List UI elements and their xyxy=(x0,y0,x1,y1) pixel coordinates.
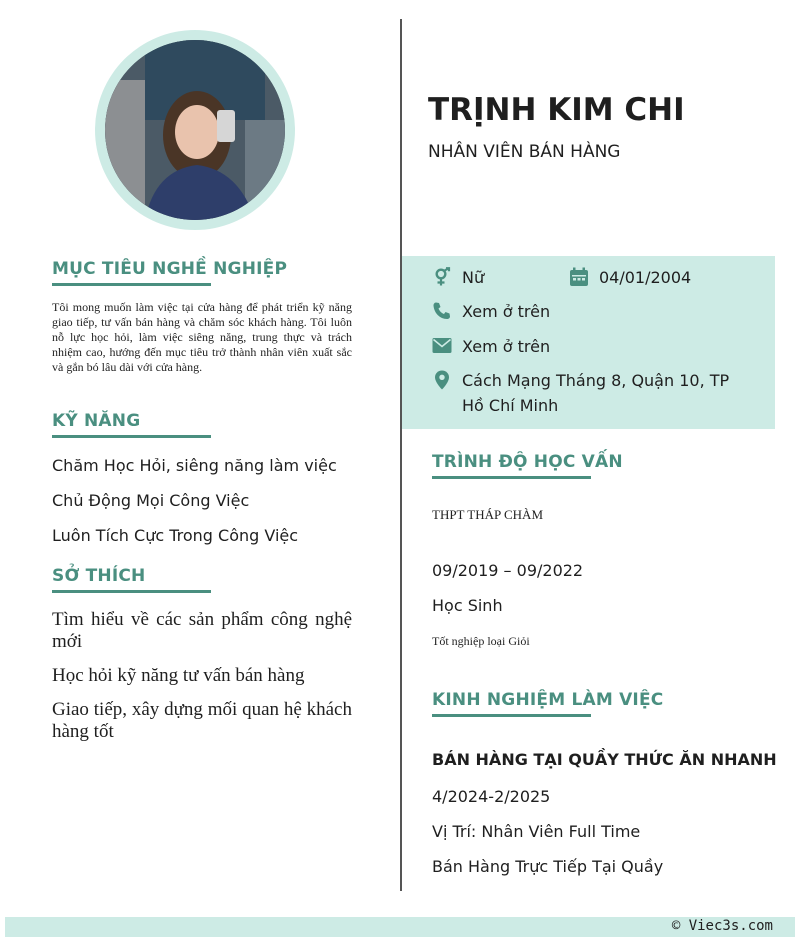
education-period: 09/2019 – 09/2022 xyxy=(432,561,584,580)
education-role: Học Sinh xyxy=(432,596,503,615)
experience-duty: Bán Hàng Trực Tiếp Tại Quầy xyxy=(432,857,664,876)
education-title: TRÌNH ĐỘ HỌC VẤN xyxy=(432,452,623,472)
hobby-item: Tìm hiểu về các sản phẩm công nghệ mới xyxy=(52,609,352,652)
hobbies-list xyxy=(52,609,352,755)
experience-rule xyxy=(432,714,591,717)
hobbies-title: SỞ THÍCH xyxy=(52,566,146,586)
contact-gender xyxy=(432,265,484,290)
hobby-item: Học hỏi kỹ năng tư vấn bán hàng xyxy=(52,665,305,686)
phone-value: Xem ở trên xyxy=(462,302,551,321)
email-icon xyxy=(432,334,452,356)
contact-phone xyxy=(432,299,550,324)
education-note: Tốt nghiệp loại Giỏi xyxy=(432,634,530,648)
calendar-icon xyxy=(569,265,589,287)
column-divider xyxy=(400,19,402,891)
address-value: Cách Mạng Tháng 8, Quận 10, TP Hồ Chí Minh xyxy=(462,371,730,415)
experience-position: Vị Trí: Nhân Viên Full Time xyxy=(432,822,641,841)
objective-rule xyxy=(52,283,211,286)
candidate-job-title: NHÂN VIÊN BÁN HÀNG xyxy=(428,142,621,162)
skill-item: Chăm Học Hỏi, siêng năng làm việc xyxy=(52,456,337,475)
gender-value: Nữ xyxy=(462,268,485,287)
candidate-name: TRỊNH KIM CHI xyxy=(428,92,685,128)
contact-birthday xyxy=(569,265,691,290)
experience-period: 4/2024-2/2025 xyxy=(432,787,551,806)
skills-title: KỸ NĂNG xyxy=(52,411,141,431)
skill-item: Luôn Tích Cực Trong Công Việc xyxy=(52,526,299,545)
phone-icon xyxy=(432,299,452,321)
location-icon xyxy=(432,368,452,390)
experience-title: KINH NGHIỆM LÀM VIỆC xyxy=(432,690,664,710)
email-value: Xem ở trên xyxy=(462,337,551,356)
hobby-item: Giao tiếp, xây dựng mối quan hệ khách hàng tốt xyxy=(52,699,352,742)
contact-address xyxy=(432,368,752,418)
experience-job: BÁN HÀNG TẠI QUẦY THỨC ĂN NHANH xyxy=(432,750,777,769)
objective-text: Tôi mong muốn làm việc tại cửa hàng để phát triển kỹ năng giao tiếp, tư vấn bán hàng và chăm sóc khách hàng. Tôi luôn nỗ lực học hỏi, làm việc siêng năng, trung thực và trách nhiệm cao, hướng đến mục tiêu trở thành nhân viên xuất sắc và gắn bó lâu dài với cửa hàng. xyxy=(52,300,352,374)
skill-item: Chủ Động Mọi Công Việc xyxy=(52,491,250,510)
avatar-frame xyxy=(95,30,295,230)
skills-list xyxy=(52,455,352,560)
footer-bar xyxy=(5,917,795,937)
avatar xyxy=(105,40,285,220)
birthday-value: 04/01/2004 xyxy=(599,268,692,287)
footer-credit: © Viec3s.com xyxy=(671,918,773,934)
education-school: THPT THÁP CHÀM xyxy=(432,507,544,522)
avatar-photo xyxy=(105,40,285,220)
objective-title: MỤC TIÊU NGHỀ NGHIỆP xyxy=(52,259,288,279)
contact-email xyxy=(432,334,550,359)
contact-panel xyxy=(402,256,775,429)
gender-icon xyxy=(432,265,452,287)
skills-rule xyxy=(52,435,211,438)
hobbies-rule xyxy=(52,590,211,593)
education-rule xyxy=(432,476,591,479)
